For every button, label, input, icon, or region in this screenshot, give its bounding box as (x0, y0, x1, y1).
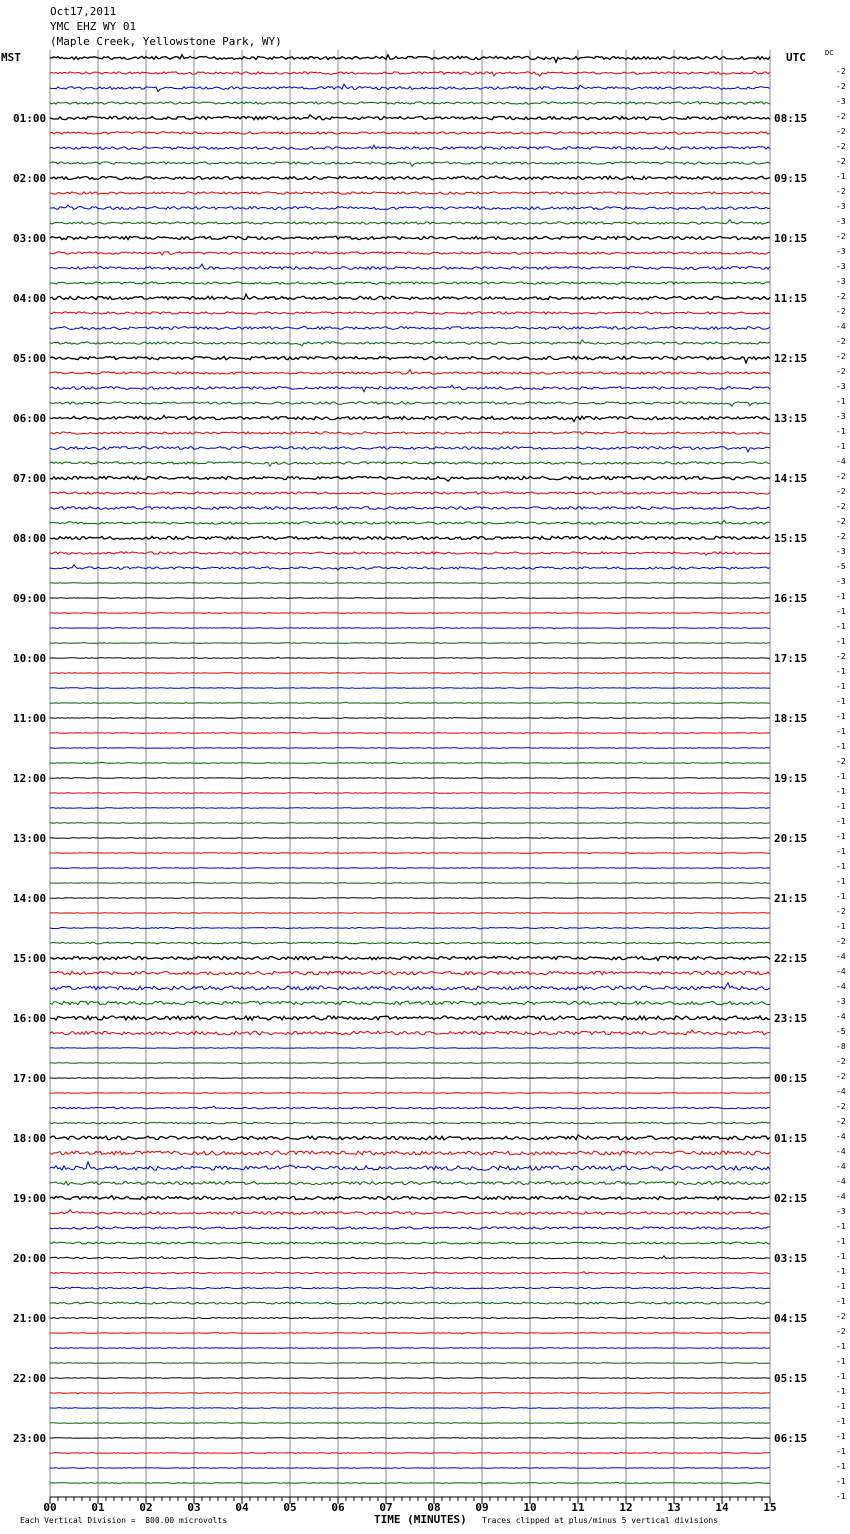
x-tick-label: 08 (427, 1501, 441, 1514)
trace-row (50, 778, 770, 779)
trace-row (50, 507, 770, 510)
row-offset-label: -2 (836, 337, 846, 346)
trace-row (50, 462, 770, 466)
row-offset-label: -1 (836, 772, 846, 781)
trace-row (50, 282, 770, 284)
trace-row (50, 1423, 770, 1424)
row-offset-label: -1 (836, 877, 846, 886)
row-offset-label: -2 (836, 82, 846, 91)
row-offset-label: -1 (836, 727, 846, 736)
trace-row (50, 882, 770, 883)
x-tick-label: 13 (667, 1501, 681, 1514)
row-offset-label: -1 (836, 1282, 846, 1291)
right-hour-label: 19:15 (774, 772, 808, 785)
trace-row (50, 628, 770, 629)
row-offset-label: -1 (836, 172, 846, 181)
right-hour-label: 11:15 (774, 292, 808, 305)
trace-row (50, 983, 770, 990)
trace-row (50, 1468, 770, 1469)
left-hour-label: 21:00 (13, 1312, 47, 1325)
row-offset-label: -2 (836, 502, 846, 511)
trace-row (50, 385, 770, 392)
row-offset-label: -3 (836, 262, 846, 271)
row-offset-label: -2 (836, 937, 846, 946)
row-offset-label: -4 (836, 1132, 846, 1141)
trace-row (50, 145, 770, 149)
trace-row (50, 1287, 770, 1289)
station-label: YMC EHZ WY 01 (50, 20, 137, 33)
trace-row (50, 236, 770, 239)
left-hour-label: 02:00 (13, 172, 47, 185)
trace-row (50, 565, 770, 570)
left-hour-label: 13:00 (13, 832, 47, 845)
trace-row (50, 1378, 770, 1379)
row-offset-label: -1 (836, 847, 846, 856)
right-hour-label: 17:15 (774, 652, 808, 665)
right-hour-label: 18:15 (774, 712, 808, 725)
row-offset-label: -2 (836, 307, 846, 316)
trace-row (50, 868, 770, 869)
trace-row (50, 732, 770, 733)
trace-row (50, 1048, 770, 1049)
trace-row (50, 1256, 770, 1259)
left-hour-label: 14:00 (13, 892, 47, 905)
trace-row (50, 1317, 770, 1318)
trace-row (50, 1393, 770, 1394)
row-offset-label: -3 (836, 97, 846, 106)
right-timezone-label: UTC (786, 51, 806, 64)
trace-row (50, 552, 770, 555)
trace-row (50, 294, 770, 299)
row-offset-label: -1 (836, 1342, 846, 1351)
row-offset-label: -1 (836, 592, 846, 601)
right-hour-label: 22:15 (774, 952, 808, 965)
trace-row (50, 1181, 770, 1185)
row-offset-label: -8 (836, 1042, 846, 1051)
row-offset-label: -1 (836, 667, 846, 676)
row-offset-label: -3 (836, 577, 846, 586)
x-tick-label: 15 (763, 1501, 777, 1514)
row-offset-label: -1 (836, 1447, 846, 1456)
trace-row (50, 643, 770, 644)
trace-row (50, 956, 770, 960)
trace-row (50, 264, 770, 269)
left-hour-label: 10:00 (13, 652, 47, 665)
right-hour-label: 23:15 (774, 1012, 808, 1025)
row-offset-label: -2 (836, 127, 846, 136)
row-offset-label: -2 (836, 757, 846, 766)
row-offset-label: -3 (836, 1207, 846, 1216)
trace-row (50, 971, 770, 975)
row-offset-label: -1 (836, 1297, 846, 1306)
x-tick-label: 02 (139, 1501, 153, 1514)
row-offset-label: -3 (836, 217, 846, 226)
row-offset-label: -2 (836, 112, 846, 121)
x-axis-label: TIME (MINUTES) (374, 1513, 467, 1526)
right-hour-label: 14:15 (774, 472, 808, 485)
trace-row (50, 252, 770, 255)
trace-row (50, 1196, 770, 1200)
trace-row (50, 205, 770, 209)
row-offset-label: -2 (836, 1102, 846, 1111)
trace-row (50, 1078, 770, 1079)
row-offset-label: -1 (836, 1372, 846, 1381)
left-hour-label: 16:00 (13, 1012, 47, 1025)
trace-row (50, 808, 770, 809)
row-offset-label: -1 (836, 682, 846, 691)
row-offset-label: -3 (836, 547, 846, 556)
trace-row (50, 55, 770, 63)
right-hour-label: 04:15 (774, 1312, 808, 1325)
trace-row (50, 852, 770, 853)
row-offset-label: -2 (836, 1117, 846, 1126)
right-hour-label: 10:15 (774, 232, 808, 245)
trace-row (50, 748, 770, 749)
row-offset-label: -1 (836, 397, 846, 406)
row-offset-label: -4 (836, 1192, 846, 1201)
row-offset-label: -1 (836, 442, 846, 451)
row-offset-label: -1 (836, 637, 846, 646)
trace-row (50, 1453, 770, 1454)
row-offset-label: -3 (836, 202, 846, 211)
row-offset-label: -2 (836, 487, 846, 496)
row-offset-label: -1 (836, 1462, 846, 1471)
trace-row (50, 1106, 770, 1109)
trace-row (50, 476, 770, 481)
trace-row (50, 162, 770, 167)
trace-row (50, 928, 770, 930)
row-offset-label: -1 (836, 1492, 846, 1501)
row-offset-label: -1 (836, 607, 846, 616)
right-hour-label: 20:15 (774, 832, 808, 845)
trace-row (50, 1162, 770, 1170)
row-offset-label: -3 (836, 382, 846, 391)
right-hour-label: 09:15 (774, 172, 808, 185)
left-hour-label: 18:00 (13, 1132, 47, 1145)
row-offset-label: -1 (836, 817, 846, 826)
x-tick-label: 06 (331, 1501, 345, 1514)
trace-row (50, 583, 770, 584)
left-hour-label: 15:00 (13, 952, 47, 965)
left-hour-label: 11:00 (13, 712, 47, 725)
row-offset-label: -4 (836, 982, 846, 991)
row-offset-label: -2 (836, 472, 846, 481)
x-tick-label: 09 (475, 1501, 489, 1514)
trace-row (50, 1227, 770, 1229)
right-hour-label: 15:15 (774, 532, 808, 545)
trace-row (50, 1122, 770, 1124)
row-offset-label: -1 (836, 1222, 846, 1231)
row-offset-label: -1 (836, 1432, 846, 1441)
trace-row (50, 702, 770, 703)
row-offset-label: -1 (836, 787, 846, 796)
left-hour-label: 07:00 (13, 472, 47, 485)
trace-row (50, 793, 770, 794)
trace-row (50, 1016, 770, 1020)
trace-row (50, 416, 770, 422)
trace-row (50, 340, 770, 346)
trace-row (50, 1242, 770, 1244)
x-tick-label: 11 (571, 1501, 585, 1514)
left-hour-label: 08:00 (13, 532, 47, 545)
dc-label: DC (825, 49, 834, 57)
trace-row (50, 1272, 770, 1274)
row-offset-label: -3 (836, 277, 846, 286)
right-hour-label: 21:15 (774, 892, 808, 905)
left-hour-label: 23:00 (13, 1432, 47, 1445)
trace-row (50, 176, 770, 180)
row-offset-label: -1 (836, 427, 846, 436)
left-hour-label: 04:00 (13, 292, 47, 305)
row-offset-label: -1 (836, 892, 846, 901)
left-hour-label: 06:00 (13, 412, 47, 425)
row-offset-label: -1 (836, 922, 846, 931)
right-hour-label: 08:15 (774, 112, 808, 125)
trace-row (50, 1063, 770, 1064)
left-hour-label: 17:00 (13, 1072, 47, 1085)
trace-row (50, 598, 770, 599)
row-offset-label: -5 (836, 1027, 846, 1036)
trace-row (50, 115, 770, 120)
trace-row (50, 1093, 770, 1094)
row-offset-label: -1 (836, 1417, 846, 1426)
trace-row (50, 71, 770, 76)
row-offset-label: -3 (836, 247, 846, 256)
trace-row (50, 326, 770, 329)
location-label: (Maple Creek, Yellowstone Park, WY) (50, 35, 282, 48)
row-offset-label: -2 (836, 67, 846, 76)
trace-row (50, 356, 770, 362)
row-offset-label: -1 (836, 697, 846, 706)
x-tick-label: 12 (619, 1501, 633, 1514)
left-hour-label: 20:00 (13, 1252, 47, 1265)
trace-row (50, 688, 770, 689)
right-hour-label: 13:15 (774, 412, 808, 425)
row-offset-label: -4 (836, 1147, 846, 1156)
right-hour-label: 03:15 (774, 1252, 808, 1265)
trace-row (50, 1135, 770, 1140)
row-offset-label: -1 (836, 1252, 846, 1261)
trace-row (50, 898, 770, 899)
trace-row (50, 312, 770, 314)
trace-row (50, 1407, 770, 1408)
trace-row (50, 838, 770, 839)
x-tick-label: 10 (523, 1501, 537, 1514)
trace-row (50, 102, 770, 104)
trace-row (50, 762, 770, 763)
left-hour-label: 19:00 (13, 1192, 47, 1205)
row-offset-label: -2 (836, 292, 846, 301)
row-offset-label: -5 (836, 562, 846, 571)
trace-row (50, 1001, 770, 1005)
left-hour-label: 22:00 (13, 1372, 47, 1385)
x-tick-label: 03 (187, 1501, 201, 1514)
row-offset-label: -2 (836, 367, 846, 376)
x-tick-label: 07 (379, 1501, 393, 1514)
left-hour-label: 09:00 (13, 592, 47, 605)
trace-row (50, 613, 770, 614)
row-offset-label: -4 (836, 967, 846, 976)
x-tick-label: 00 (43, 1501, 57, 1514)
row-offset-label: -2 (836, 187, 846, 196)
row-offset-label: -1 (836, 862, 846, 871)
left-hour-label: 12:00 (13, 772, 47, 785)
trace-row (50, 431, 770, 434)
trace-row (50, 718, 770, 719)
trace-row (50, 1151, 770, 1155)
trace-row (50, 673, 770, 674)
row-offset-label: -2 (836, 907, 846, 916)
row-offset-label: -1 (836, 742, 846, 751)
row-offset-label: -2 (836, 1327, 846, 1336)
row-offset-label: -4 (836, 1177, 846, 1186)
scale-note: Each Vertical Division = 800.00 microvolts (20, 1516, 228, 1525)
row-offset-label: -1 (836, 712, 846, 721)
right-hour-label: 16:15 (774, 592, 808, 605)
right-hour-label: 05:15 (774, 1372, 808, 1385)
row-offset-label: -1 (836, 1477, 846, 1486)
trace-row (50, 446, 770, 452)
trace-row (50, 132, 770, 134)
row-offset-label: -1 (836, 1387, 846, 1396)
left-hour-label: 01:00 (13, 112, 47, 125)
trace-row (50, 1482, 770, 1483)
row-offset-label: -3 (836, 997, 846, 1006)
left-hour-label: 05:00 (13, 352, 47, 365)
left-hour-label: 03:00 (13, 232, 47, 245)
row-offset-label: -1 (836, 832, 846, 841)
row-offset-label: -4 (836, 1087, 846, 1096)
row-offset-label: -3 (836, 412, 846, 421)
row-offset-label: -4 (836, 952, 846, 961)
right-hour-label: 06:15 (774, 1432, 808, 1445)
row-offset-label: -1 (836, 1402, 846, 1411)
row-offset-label: -2 (836, 232, 846, 241)
x-tick-label: 01 (91, 1501, 105, 1514)
trace-row (50, 1333, 770, 1334)
row-offset-label: -1 (836, 1357, 846, 1366)
x-tick-label: 14 (715, 1501, 729, 1514)
trace-row (50, 823, 770, 824)
row-offset-label: -4 (836, 1012, 846, 1021)
row-offset-label: -4 (836, 457, 846, 466)
trace-row (50, 520, 770, 524)
row-offset-label: -2 (836, 1312, 846, 1321)
trace-row (50, 913, 770, 914)
row-offset-label: -2 (836, 517, 846, 526)
row-offset-label: -2 (836, 532, 846, 541)
x-tick-label: 04 (235, 1501, 249, 1514)
date-label: Oct17,2011 (50, 5, 117, 18)
row-offset-label: -2 (836, 1057, 846, 1066)
row-offset-label: -1 (836, 1237, 846, 1246)
row-offset-label: -2 (836, 352, 846, 361)
trace-row (50, 370, 770, 375)
x-tick-label: 05 (283, 1501, 297, 1514)
trace-row (50, 1302, 770, 1304)
right-hour-label: 01:15 (774, 1132, 808, 1145)
trace-row (50, 1030, 770, 1035)
trace-row (50, 1363, 770, 1364)
trace-row (50, 1210, 770, 1215)
trace-row (50, 1438, 770, 1439)
trace-row (50, 401, 770, 406)
row-offset-label: -2 (836, 157, 846, 166)
right-hour-label: 02:15 (774, 1192, 808, 1205)
row-offset-label: -2 (836, 652, 846, 661)
right-hour-label: 00:15 (774, 1072, 808, 1085)
trace-row (50, 492, 770, 494)
row-offset-label: -4 (836, 322, 846, 331)
row-offset-label: -1 (836, 1267, 846, 1276)
left-timezone-label: MST (1, 51, 21, 64)
right-hour-label: 12:15 (774, 352, 808, 365)
trace-row (50, 942, 770, 944)
row-offset-label: -2 (836, 142, 846, 151)
row-offset-label: -2 (836, 1072, 846, 1081)
row-offset-label: -1 (836, 622, 846, 631)
trace-row (50, 1348, 770, 1349)
row-offset-label: -4 (836, 1162, 846, 1171)
trace-row (50, 192, 770, 194)
trace-row (50, 84, 770, 92)
trace-row (50, 220, 770, 225)
row-offset-label: -1 (836, 802, 846, 811)
trace-row (50, 657, 770, 658)
trace-row (50, 536, 770, 539)
clip-note: Traces clipped at plus/minus 5 vertical divisions (482, 1516, 719, 1525)
